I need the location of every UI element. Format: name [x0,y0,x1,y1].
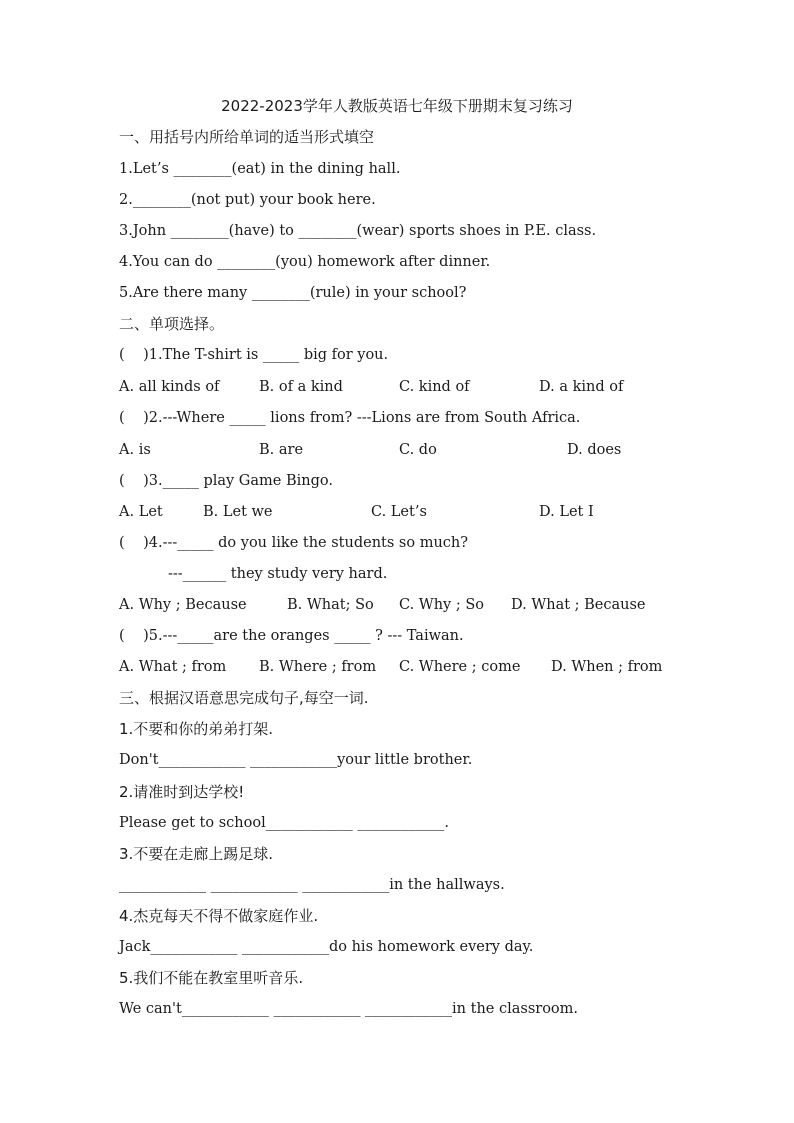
translation-item-1-cn: 1.不要和你的弟弟打架. [119,720,274,738]
translation-item-5-en: We can't____________ ____________ ____________in the classroom. [119,1001,579,1017]
translation-item-3-en: ____________ ____________ ____________in the hallways. [119,877,505,893]
mc-q2-option-c: C. do [399,442,437,458]
mc-q1-option-b: B. of a kind [259,379,343,395]
mc-q3-option-b: B. Let we [203,504,273,520]
mc-q3-option-a: A. Let [119,504,163,520]
mc-q3-option-c: C. Let’s [371,504,427,520]
section-3-heading: 三、根据汉语意思完成句子,每空一词. [119,689,369,707]
mc-question-1-stem: ( )1.The T-shirt is _____ big for you. [119,347,389,363]
mc-question-4-stem: ( )4.---_____ do you like the students so much? [119,535,469,551]
translation-item-2-cn: 2.请准时到达学校! [119,783,245,801]
mc-q1-option-c: C. kind of [399,379,470,395]
mc-question-4-stem-2: ---______ they study very hard. [168,566,388,582]
mc-q5-option-c: C. Where ; come [399,659,521,675]
mc-question-2-stem: ( )2.---Where _____ lions from? ---Lions are from South Africa. [119,410,581,426]
translation-item-5-cn: 5.我们不能在教室里听音乐. [119,969,304,987]
mc-q1-option-d: D. a kind of [539,379,624,395]
mc-question-3-stem: ( )3._____ play Game Bingo. [119,473,333,489]
translation-item-1-en: Don't____________ ____________your little brother. [119,752,473,768]
mc-q5-option-a: A. What ; from [119,659,227,675]
mc-q4-option-d: D. What ; Because [511,597,646,613]
mc-q2-option-d: D. does [567,442,622,458]
mc-q4-option-b: B. What; So [287,597,374,613]
mc-q2-option-a: A. is [119,442,151,458]
mc-q1-option-a: A. all kinds of [119,379,220,395]
mc-q4-option-a: A. Why ; Because [119,597,247,613]
translation-item-4-en: Jack____________ ____________do his homework every day. [119,939,534,955]
section-1-heading: 一、用括号内所给单词的适当形式填空 [119,128,375,146]
fill-in-item-1: 1.Let’s ________(eat) in the dining hall. [119,161,401,177]
mc-q5-option-d: D. When ; from [551,659,663,675]
fill-in-item-3: 3.John ________(have) to ________(wear) sports shoes in P.E. class. [119,223,597,239]
fill-in-item-5: 5.Are there many ________(rule) in your school? [119,285,467,301]
mc-q5-option-b: B. Where ; from [259,659,377,675]
mc-q2-option-b: B. are [259,442,304,458]
section-2-heading: 二、单项选择。 [119,315,225,333]
translation-item-2-en: Please get to school____________ ____________. [119,815,449,831]
mc-q4-option-c: C. Why ; So [399,597,484,613]
fill-in-item-4: 4.You can do ________(you) homework after dinner. [119,254,491,270]
translation-item-3-cn: 3.不要在走廊上踢足球. [119,845,274,863]
fill-in-item-2: 2.________(not put) your book here. [119,192,376,208]
translation-item-4-cn: 4.杰克每天不得不做家庭作业. [119,907,319,925]
mc-q3-option-d: D. Let I [539,504,594,520]
page-title: 2022-2023学年人教版英语七年级下册期末复习练习 [221,97,573,115]
mc-question-5-stem: ( )5.---_____are the oranges _____ ? --- Taiwan. [119,628,464,644]
